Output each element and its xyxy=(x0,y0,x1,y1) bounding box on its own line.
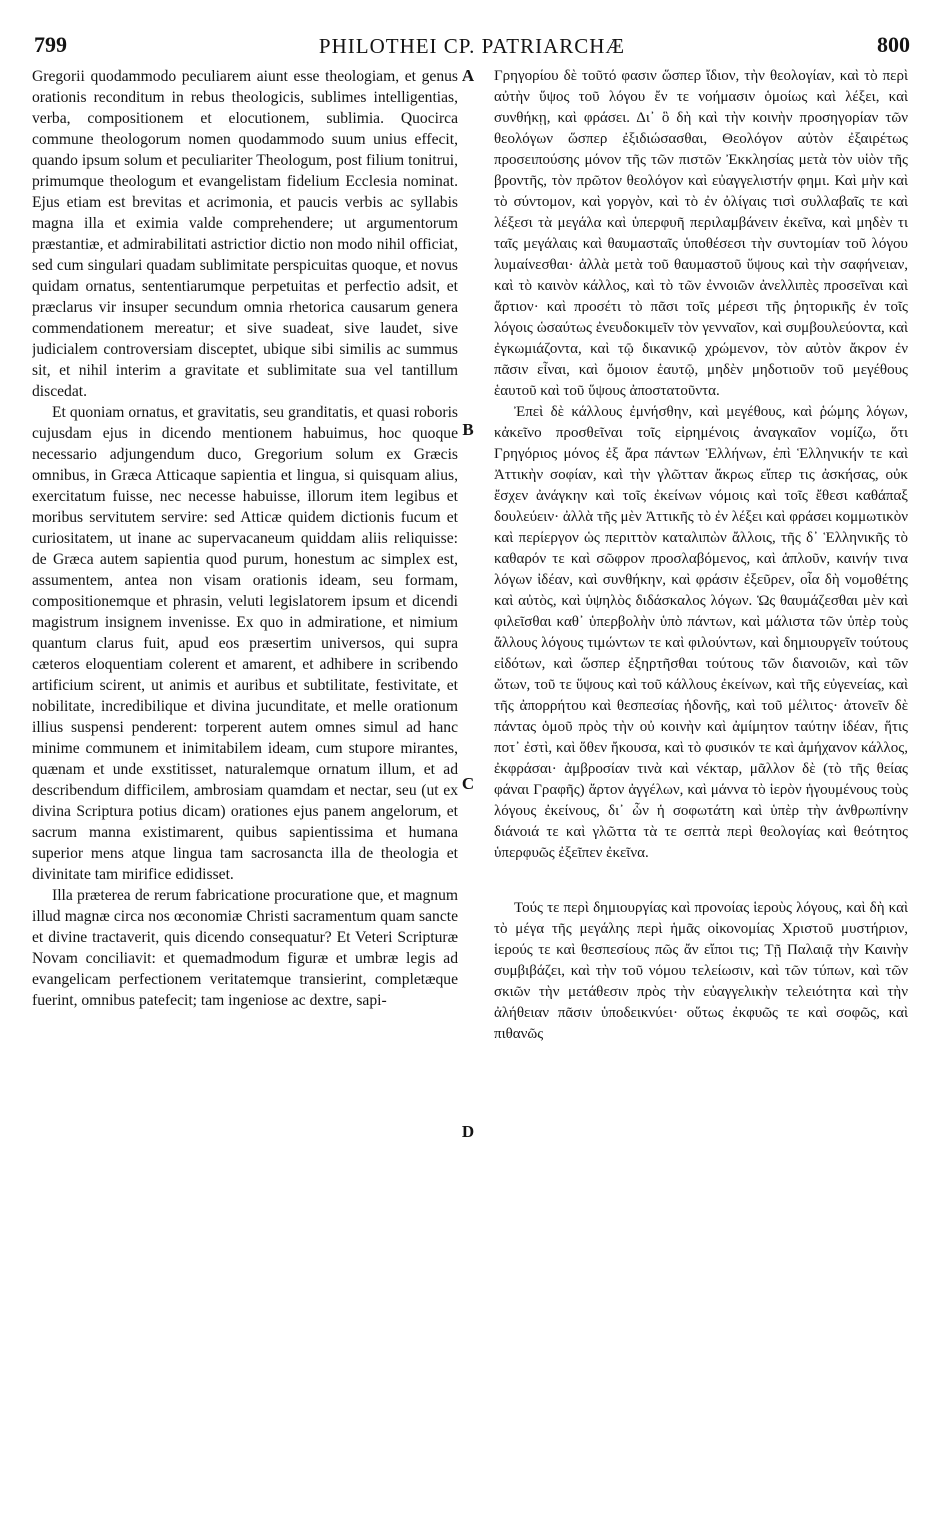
section-marker-c: C xyxy=(461,774,475,793)
greek-paragraph-1: Γρηγορίου δὲ τοῦτό φασιν ὥσπερ ἴδιον, τὴν θεολογίαν, καὶ τὸ περὶ αὐτὴν ὕψος τοῦ λόγου ἔν τε νοήμασιν ὁμοίως καὶ λέξει, καὶ συνθήκῃ, καὶ φράσει. Δι᾽ ὃ δὴ καὶ τὴν κοινὴν προσηγορίαν τῶν θεολόγων ὥσπερ ἐξιδιώσασθαι, Θεολόγον αὐτὸν ἐξαιρέτως προσειπούσης μόνον τῆς τῶν πιστῶν Ἐκκλησίας μετὰ τὸν υἱὸν τῆς βροντῆς, τὸν πρῶτον θεολόγον καὶ εὐαγγελιστήν φημι. Καὶ μὴν καὶ τὸ σύντομον, καὶ γοργὸν, καὶ τὸ ἐν ὀλίγαις τισὶ συλλαβαῖς τε καὶ λέξεσι τὰ μεγάλα καὶ ὑπερφυῆ περιλαμβάνειν ἐκεῖνα, καὶ μηδὲν τι ταῖς μεγάλαις καὶ θαυμασταῖς ὑποθέσεσι τὴν συντομίαν τοῦ λόγου λυμαίνεσθαι· ἀλλὰ μετὰ τοῦ θαυμαστοῦ ὕψους καὶ τὴν σαφήνειαν, καὶ τὸ καινὸν κάλλος, καὶ τὸ τῶν ἐννοιῶν ἀνελλιπὲς προσεῖναι καὶ ἄρτιον· καὶ προσέτι τὸ πᾶσι τοῖς μέρεσι τῆς ῥητορικῆς ἐν τοῖς λόγοις ὡσαύτως ἐνευδοκιμεῖν τὸν γενναῖον, καὶ συμβουλεύοντα, καὶ ἐγκωμιάζοντα, καὶ τῷ δικανικῷ χρώμενον, τὸν αὐτὸν ἄκρον ἐν πᾶσιν εἶναι, καὶ ὅμοιον ἑαυτῷ, μηδὲν μηδοτιοῦν τοῦ μεγέθους ἑαυτοῦ καὶ τοῦ ὕψους ἀποστατοῦντα. xyxy=(494,68,908,399)
page-number-left: 799 xyxy=(34,32,67,57)
page-header xyxy=(34,32,910,62)
latin-paragraph-1: Gregorii quodammodo peculiarem aiunt esse theologiam, et genus orationis reconditum in rebus theologicis, sublimes intelligentias, verba, compositionem et elocutionem, sublimia. Quocirca commune theologorum nomen quodammodo suum unius effecit, quando ipsum solum et peculiariter Theologum, post filium tonitrui, primumque theologum et evangelistam fidelium Ecclesia nominat. Ejus etiam est brevitas et acrimonia, et paucis verbis ac syllabis magna illa et eximia valde comprehendere; ut argumentorum præstantiæ, et admirabilitati astrictior dictio non modo nihil officiat, sed cum singulari quadam sublimitate perspicuitas quoque, et novus quidam ornatus, sententiarumque perpetuitas et perfectio adsit, et præclarus vir insuper secundum omnia rhetorica causarum genera commendationem mereatur; et sive suadeat, sive laudet, sive judicialem controversiam disceptet, ubique sibi similis ac summus sit, et nihil interim a gravitate et sublimitate sua vel tantillum discedat. xyxy=(32,68,458,400)
section-marker-d: D xyxy=(461,1122,475,1141)
latin-paragraph-2: Et quoniam ornatus, et gravitatis, seu granditatis, et quasi roboris cujusdam ejus in dicendo mentionem habuimus, hoc quoque necessario adjungendum duco, Gregorium solum ex Græcis omnibus, in Græca Atticaque sapientia et lingua, si quisquam alius, exercitatum fuisse, nec necesse habuisse, illorum item legibus et moribus servitutem servire: sed Atticæ quidem dictionis fucum et curiositatem, ut inane ac supervacaneum quiddam aliis reliquisse: de Græca autem sapientia quod purum, honestum ac simplex est, assumentem, antea non visam orationis ideam, seu formam, compositionemque et phrasin, veluti legislatorem ipsum et dicendi magistrum insignem invenisse. Ex quo in admiratione, et nimium quantum clarus fuit, apud eos præsertim universos, qui supra cæteros eloquentiam colerent et amarent, et adhibere in scribendo artificium scirent, ut animis et auribus et subtilitate, festivitate, et nobilitate, incredibilique et divina jucunditate, et melle orationum illius suspensi penderent: torperent autem omnes simul ad hanc minime communem et inimitabilem ideam, cum stupore mirantes, quænam et unde exstitisset, naturalemque ornatum illum, et ad describendum difficilem, ambrosiam quamdam et nectar, seu (ut ex divina Scriptura potius dicam) orationes ejus panem angelorum, et sacrum manna existimarent, quibus sapientissima et humana superior mens atque lingua tam sacrosancta illa de theologia et divinitate tam mirifice edidisset. xyxy=(32,404,458,883)
latin-paragraph-3: Illa præterea de rerum fabricatione procuratione que, et magnum illud magnæ circa nos œconomiæ Christi sacramentum quam sancte et divine tractaverit, quis dicendo consequatur? Et Veteri Scripturæ Novam conciliavit: et quemadmodum figuræ et umbræ legis ad evangelicam perfectionem veritatemque transierint, completæque fuerint, omnibus patefecit; tam ingeniose ac dextre, sapi- xyxy=(32,887,458,1009)
greek-paragraph-3: Τούς τε περὶ δημιουργίας καὶ προνοίας ἱεροὺς λόγους, καὶ δὴ καὶ τὸ μέγα τῆς μεγάλης περὶ ἡμᾶς οἰκονομίας Χριστοῦ μυστήριον, ἱερούς τε καὶ θεσπεσίους πῶς ἄν εἴποι τις; Τῇ Παλαιᾷ τὴν Καινὴν συμβιβάζει, καὶ τὴν τοῦ νόμου τελείωσιν, καὶ τῶν τύπων, καὶ τῶν σκιῶν τὴν μετάθεσιν πρὸς τὴν εὐαγγελικὴν τελειότητα καὶ τὴν ἀλήθειαν πᾶσιν ὑποδεικνύει· οὕτως ἐκφυῶς τε καὶ σοφῶς, καὶ πιθανῶς xyxy=(494,900,908,1042)
section-marker-b: B xyxy=(462,420,474,439)
greek-paragraph-2: Ἐπεὶ δὲ κάλλους ἐμνήσθην, καὶ μεγέθους, καὶ ῥώμης λόγων, κἀκεῖνο προσθεῖναι τοῖς εἰρημένοις ἀναγκαῖον νομίζω, ὅτι Γρηγόριος μόνος ἐξ ἄρα πάντων Ἑλλήνων, ἐπὶ Ἑλληνικήν τε καὶ Ἀττικὴν σοφίαν, καὶ τὴν γλῶτταν ἄκρως εἴπερ τις ἀσκήσας, οὐκ ἔσχεν ἀνάγκην καὶ τοῖς ἐκείνων νόμοις καὶ τοῖς ἔθεσι καθάπαξ δουλεύειν· ἀλλὰ τῆς μὲν Ἀττικῆς τὸ ἐν λέξει καὶ φράσει κομμωτικὸν καὶ περίεργον ὡς περιττὸν καταλιπὼν ἄλλοις, τῆς δ᾽ Ἑλληνικῆς τὸ καθαρόν τε καὶ σῶφρον προσλαβόμενος, καὶ ἁπλοῦν, καινήν τινα λόγων ἰδέαν, καὶ συνθήκην, καὶ φράσιν ἐξεῦρεν, οἷα δὴ νομοθέτης καὶ αὐτὸς, καὶ ὑψηλὸς διδάσκαλος λόγων. Ὡς θαυμάζεσθαι μὲν καὶ φιλεῖσθαι καθ᾽ ὑπερβολὴν ὑπὸ πάντων, καὶ μάλιστα τῶν ὑπὲρ τοὺς ἄλλους λόγους τιμώντων τε καὶ φιλούντων, καὶ δημιουργεῖν τούτους εἰδότων, καὶ ὥσπερ ἐξηρτῆσθαι τούτους τῶν διανοιῶν, καὶ τῶν ὤτων, τοῦ τε ὕψους καὶ τοῦ κάλλους ἐκείνων, καὶ τῆς εὐγενείας, καὶ τῆς ἀπορρήτου καὶ θεσπεσίας ἡδονῆς, καὶ τοῦ μέλιτος· ἀτονεῖν δὲ πάντας ὁμοῦ πρὸς τὴν οὐ κοινὴν καὶ ἀμίμητον ταύτην ἰδέαν, ἥτις ποτ᾽ ἐστὶ, καὶ ὅθεν ἤκουσα, καὶ τὸ φυσικόν τε καὶ ἀμήχανον κάλλος, ἐκφράσαι· ἀμβροσίαν τινὰ καὶ νέκταρ, μᾶλλον δὲ (τὸ τῆς θείας φάναι Γραφῆς) ἄρτον ἀγγέλων, καὶ μάννα τὸ ἱερὸν ἡγουμένους τοὺς λόγους ἐκείνους, δι᾽ ὧν ἡ σοφωτάτη καὶ ὑπὲρ τὴν ἀνθρωπίνην διάνοιά τε καὶ γλῶττα τὰ τε σεπτὰ περὶ θεολογίας καὶ θεότητος ὑπερφυῶς ἐξεῖπεν ἐκεῖνα. xyxy=(494,404,908,861)
latin-column xyxy=(32,66,458,1506)
section-marker-a: A xyxy=(461,66,475,85)
running-title: PHILOTHEI CP. PATRIARCHÆ xyxy=(318,34,626,58)
greek-column xyxy=(494,66,908,1506)
page-number-right: 800 xyxy=(877,32,910,57)
